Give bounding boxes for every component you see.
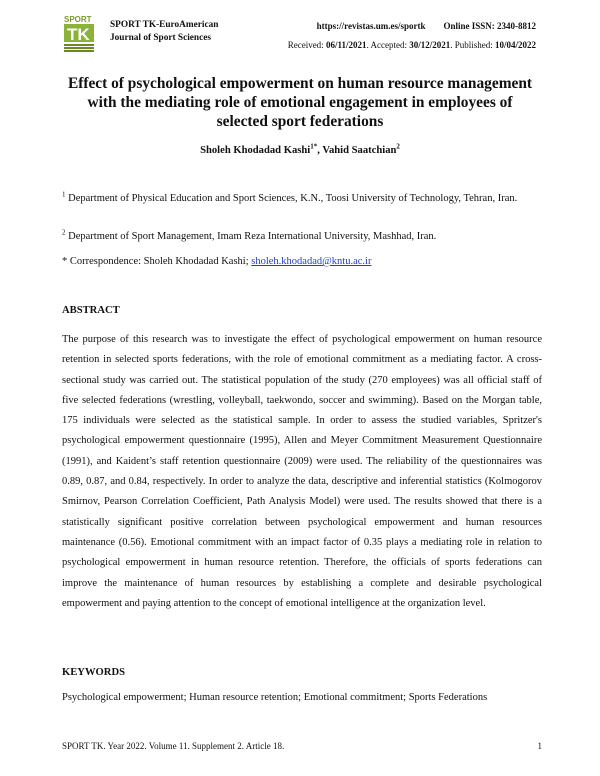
journal-name-line2: Journal of Sport Sciences <box>110 33 211 43</box>
dates-line: Received: 06/11/2021. Accepted: 30/12/2021. Published: 10/04/2022 <box>287 40 536 50</box>
affiliation-2: $^2$ Department of Sport Management, Imam Reza International University, Mashhad, Iran. <box>62 228 437 242</box>
header-info <box>270 17 536 55</box>
issn: Online ISSN: 2340-8812 <box>443 21 536 31</box>
journal-name <box>110 19 218 45</box>
svg-text:TK: TK <box>67 25 90 44</box>
journal-logo <box>62 14 98 54</box>
journal-name-line1: SPORT TK-EuroAmerican <box>110 20 219 30</box>
author-1: Sholeh Khodadad Kashi <box>200 145 311 156</box>
journal-url[interactable]: https://revistas.um.es/sportk <box>316 21 426 31</box>
sport-tk-logo-icon <box>62 14 98 54</box>
correspondence: * Correspondence: Sholeh Khodadad Kashi; sholeh.khodadad@kntu.ac.ir <box>62 256 372 267</box>
footer-citation: SPORT TK. Year 2022. Volume 11. Supplement 2. Article 18. <box>62 741 285 751</box>
keywords-text: Psychological empowerment; Human resource retention; Emotional commitment; Sports Federations <box>62 692 488 703</box>
abstract-heading: ABSTRACT <box>62 305 120 316</box>
abstract-text: The purpose of this research was to investigate the effect of psychological empowerment on human resource retention in selected sports federations, with the role of emotional commitment as a mediating factor. A cross-sectional study was carried out. The statistical population of the study (270 employees) was all official staff of five selected federations (wrestling, volleyball, taekwondo, soccer and swimming). Based on the Morgan table, 175 individuals were selected as the statistical sample. In order to assess the studied variables, Spritzer's psychological empowerment questionnaire (1995), Allen and Meyer Commitment Measurement Questionnaire (1991), and Kaident’s staff retention questionnaire (2009) were used. The reliability of the questionnaires was 0.89, 0.87, and 0.84, respectively. In order to analyze the data, descriptive and inferential statistics (Kolmogorov Smirnov, Pearson Correlation Coefficient, Path Analysis Model) were used. The results showed that there is a statistically significant positive correlation between psychological empowerment and human resources maintenance (0.56). Emotional commitment with an impact factor of 0.35 plays a mediating role in relation to psychological empowerment in human resource retention. Therefore, the officials of sports federations can improve the maintenance of human resources by establishing a complete and desirable psychological empowerment and paying attention to the concept of emotional intelligence at the organization level. <box>62 334 542 609</box>
published-date: 10/04/2022 <box>494 40 536 50</box>
page-number: 1 <box>537 741 542 751</box>
accepted-date: 30/12/2021 <box>409 40 451 50</box>
svg-text:SPORT: SPORT <box>64 15 92 24</box>
affiliation-1: $^1$ Department of Physical Education and Sport Sciences, K.N., Toosi University of Technology, Tehran, Iran. <box>62 190 518 204</box>
received-date: 06/11/2021 <box>325 40 367 50</box>
email-link[interactable]: sholeh.khodadad@kntu.ac.ir <box>251 256 372 267</box>
authors: Sholeh Khodadad Kashi$^{1*}$, Vahid Saatchian$^2$ <box>200 142 400 156</box>
keywords-heading: KEYWORDS <box>62 667 125 678</box>
author-2: Vahid Saatchian <box>322 145 397 156</box>
paper-title: Effect of psychological empowerment on human resource management with the mediating role of emotional engagement in employees of selected sport federations <box>67 75 533 130</box>
